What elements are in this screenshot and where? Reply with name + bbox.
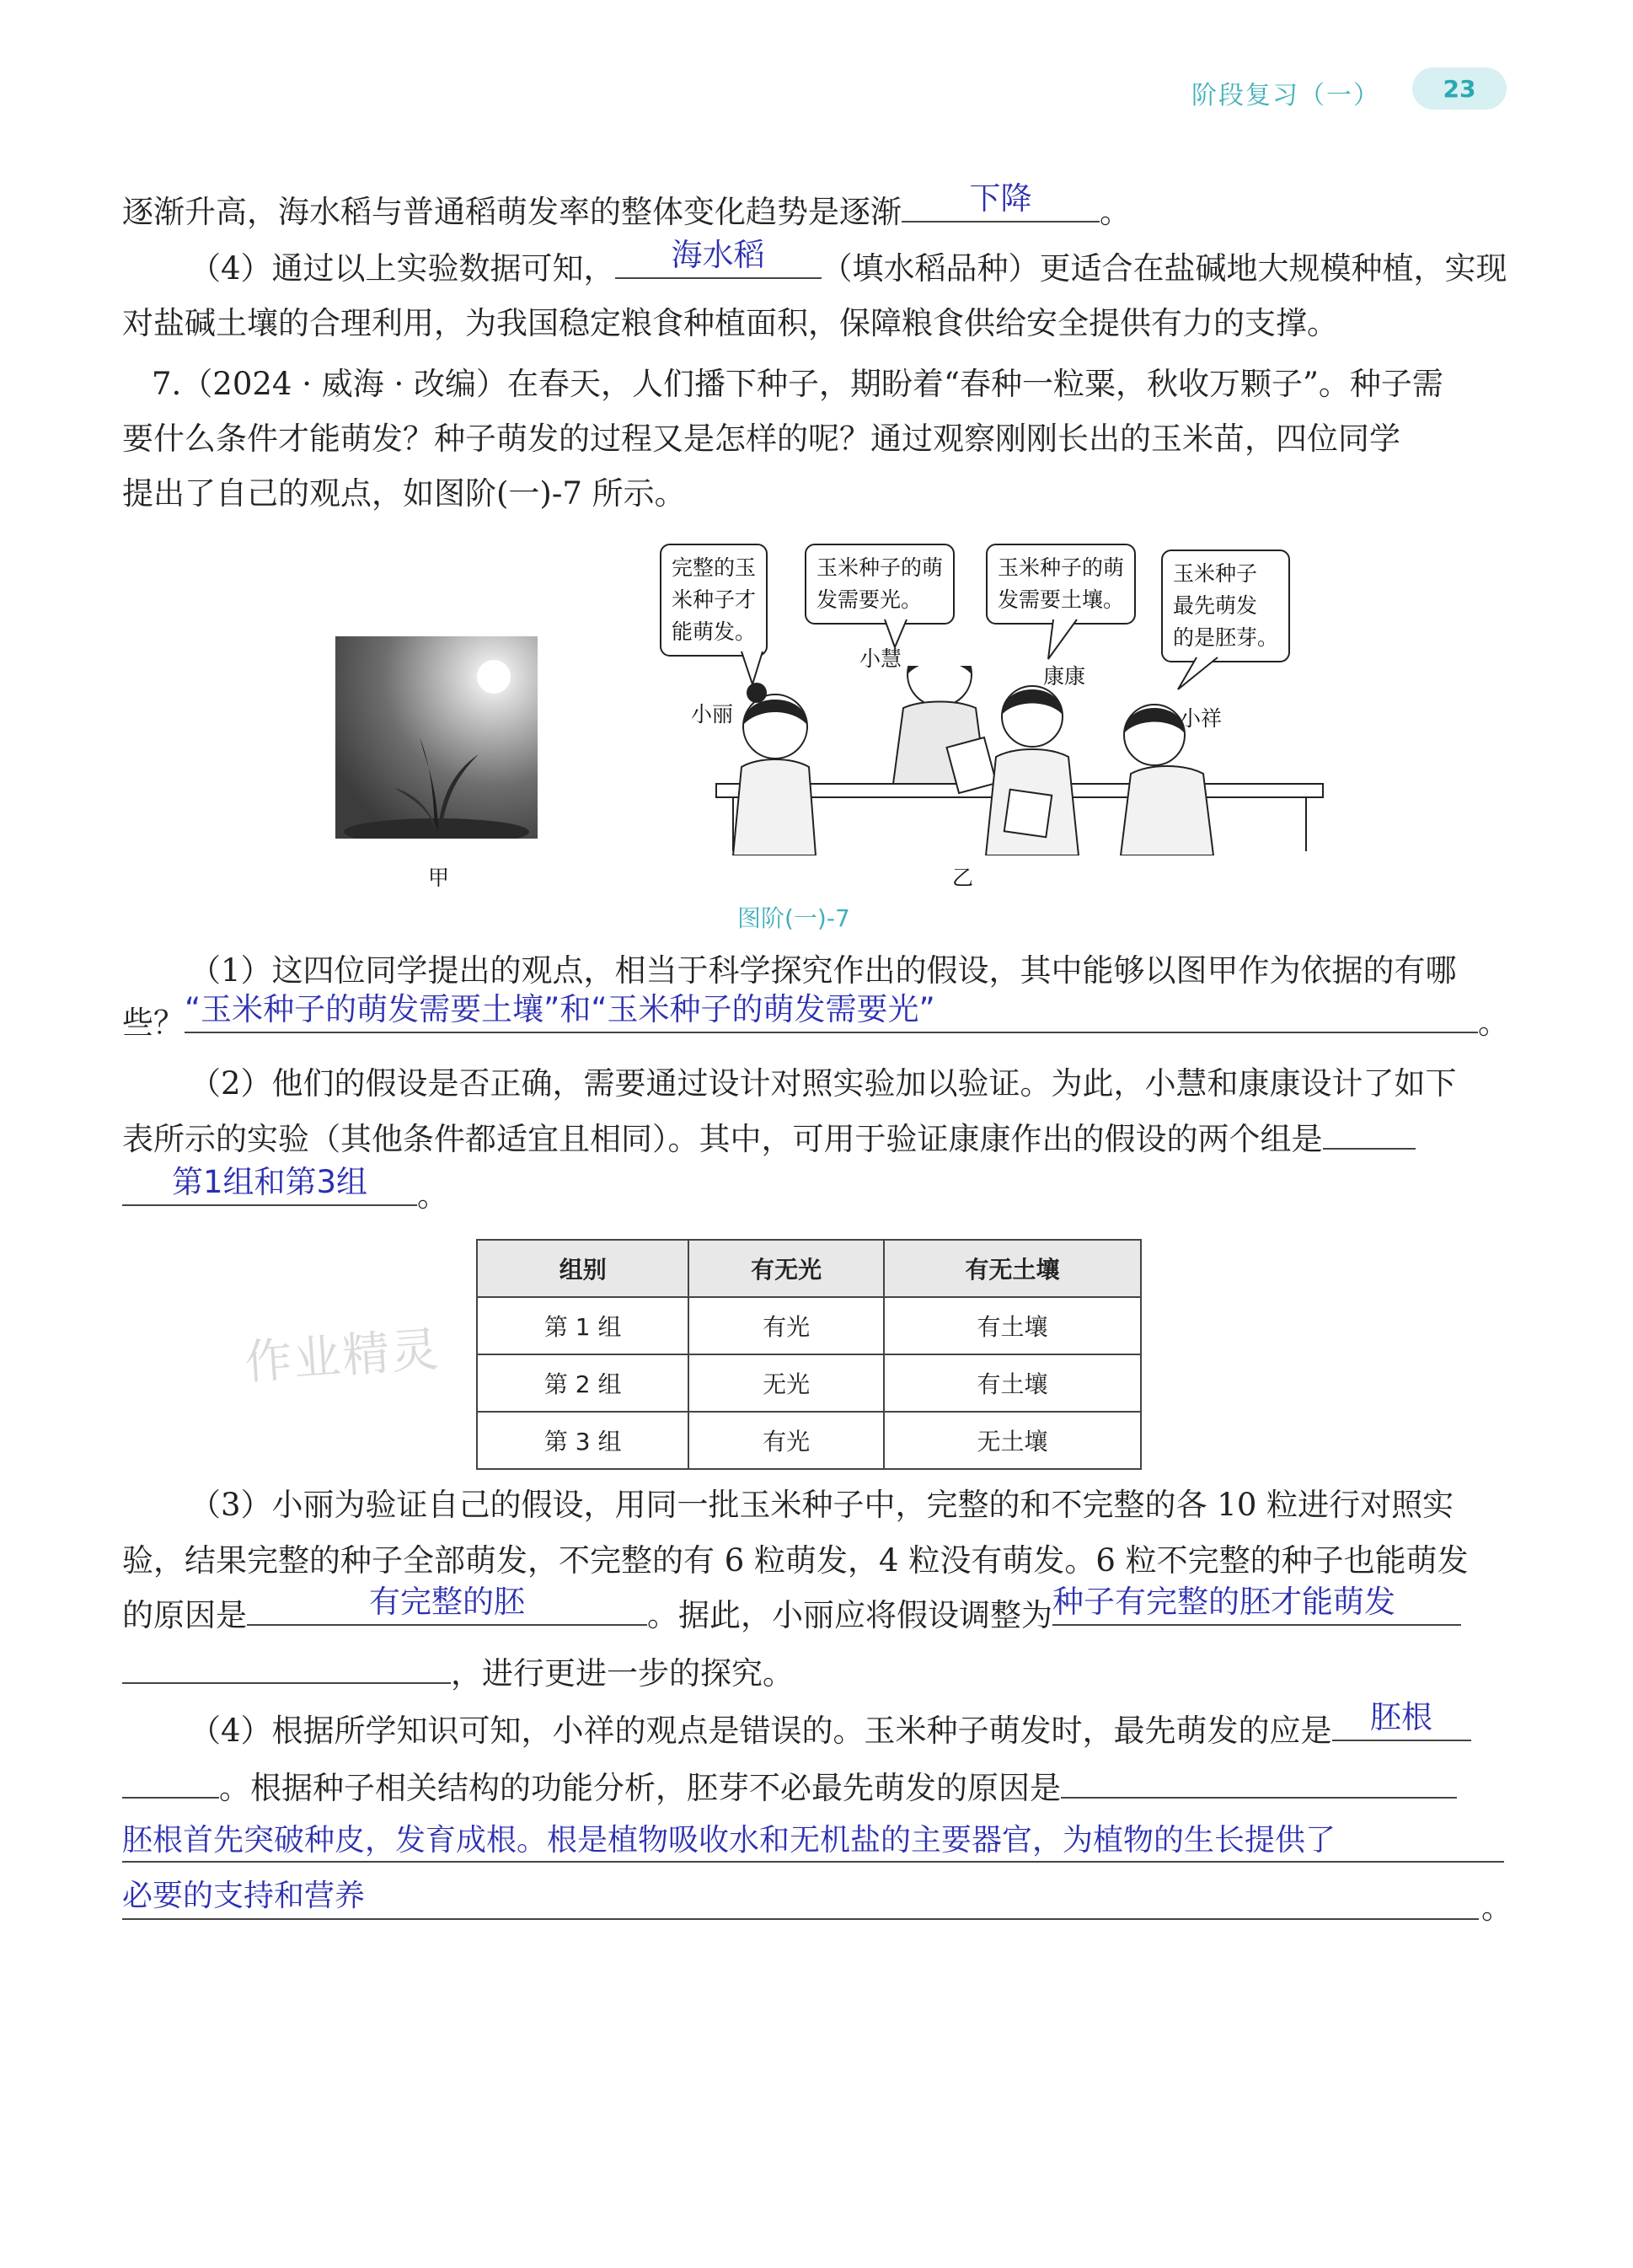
answer-blank [1052, 1584, 1461, 1626]
q7-part2-line3 [122, 1164, 1504, 1216]
answer-text: “玉米种子的萌发需要土壤”和“玉米种子的萌发需要光” [185, 991, 935, 1027]
student-name-xiaohui: 小慧 [859, 646, 902, 671]
q7-intro-line1: 7.（2024 · 威海 · 改编）在春天，人们播下种子，期盼着“春种一粒粟，秋收万颗子”。种子需 [152, 366, 1443, 402]
speech-bubble-xiaoli: 完整的玉 米种子才 能萌发。 [660, 544, 768, 657]
table-cell: 第 2 组 [477, 1354, 688, 1412]
q7-intro-line2: 要什么条件才能萌发？种子萌发的过程又是怎样的呢？通过观察刚刚长出的玉米苗，四位同学 [122, 421, 1400, 457]
q7-part4-line2 [122, 1768, 1504, 1809]
table-row [477, 1297, 1141, 1354]
table-header: 有无光 [688, 1240, 883, 1297]
answer-blank [1332, 1699, 1471, 1741]
q7-part2-line2 [122, 1119, 1504, 1160]
answer-blank [185, 991, 1478, 1033]
table-header-row [477, 1240, 1141, 1297]
table-cell: 有光 [688, 1412, 883, 1469]
text: 。据此，小丽应将假设调整为 [647, 1597, 1052, 1633]
text: 。根据种子相关结构的功能分析，胚芽不必最先萌发的原因是 [219, 1770, 1061, 1806]
text: 逐渐升高，海水稻与普通稻萌发率的整体变化趋势是逐渐 [122, 194, 902, 230]
q7-part3-line1: （3）小丽为验证自己的假设，用同一批玉米种子中，完整的和不完整的各 10 粒进行对照实 [190, 1487, 1454, 1523]
section-title: 阶段复习（一） [1191, 81, 1380, 110]
q7-part1-line1: （1）这四位同学提出的观点，相当于科学探究作出的假设，其中能够以图甲作为依据的有哪 [190, 952, 1457, 989]
table-cell: 第 3 组 [477, 1412, 688, 1469]
figure-caption: 图阶(一)-7 [737, 904, 850, 932]
text: 。 [417, 1177, 448, 1214]
table-row [477, 1412, 1141, 1469]
table-cell: 有土壤 [884, 1297, 1141, 1354]
q7-part2-line1: （2）他们的假设是否正确，需要通过设计对照实验加以验证。为此，小慧和康康设计了如下 [190, 1065, 1457, 1102]
q7-part4-end: 。 [1481, 1890, 1513, 1926]
text: 。 [1478, 1005, 1509, 1041]
answer-blank-end [122, 1657, 451, 1684]
q6-part4-line2: 对盐碱土壤的合理利用，为我国稳定粮食种植面积，保障粮食供给安全提供有力的支撑。 [122, 305, 1338, 341]
q7-part1-line2 [122, 991, 1509, 1043]
text: （4）根据所学知识可知，小祥的观点是错误的。玉米种子萌发时，最先萌发的应是 [190, 1713, 1332, 1749]
answer-underline [122, 1861, 1504, 1863]
q7-part3-line3 [122, 1584, 1504, 1636]
text: 表所示的实验（其他条件都适宜且相同）。其中，可用于验证康康作出的假设的两个组是 [122, 1121, 1323, 1157]
speech-bubble-kangkang: 玉米种子的萌 发需要土壤。 [986, 544, 1136, 625]
figure-label-b: 乙 [952, 866, 974, 890]
student-name-xiaoxiang: 小祥 [1180, 706, 1223, 731]
answer-text: 种子有完整的胚才能萌发 [1052, 1584, 1395, 1620]
student-name-kangkang: 康康 [1043, 664, 1086, 689]
answer-blank-start [1061, 1772, 1457, 1799]
page-number-badge: 23 [1412, 67, 1507, 110]
q7-part3-line2: 验，结果完整的种子全部萌发，不完整的有 6 粒萌发，4 粒没有萌发。6 粒不完整的种子也能萌发 [122, 1542, 1469, 1579]
bubble-tails [0, 0, 1633, 759]
text: 。 [1100, 194, 1131, 230]
table-row [477, 1354, 1141, 1412]
table-cell: 有土壤 [884, 1354, 1141, 1412]
answer-underline [122, 1918, 1479, 1920]
speech-bubble-xiaohui: 玉米种子的萌 发需要光。 [805, 544, 955, 625]
answer-text: 胚根 [1370, 1699, 1433, 1735]
answer-text: 下降 [969, 180, 1032, 217]
q7-part4-answer-line2: 必要的支持和营养 [122, 1879, 366, 1913]
text: （4）通过以上实验数据可知， [190, 250, 615, 287]
text: ，进行更进一步的探究。 [451, 1655, 794, 1692]
answer-text: 海水稻 [671, 237, 765, 273]
figure-label-a: 甲 [428, 866, 450, 890]
answer-text: 有完整的胚 [369, 1584, 525, 1620]
speech-bubble-xiaoxiang: 玉米种子 最先萌发 的是胚芽。 [1161, 550, 1290, 662]
answer-blank-end [122, 1772, 219, 1799]
table-cell: 无光 [688, 1354, 883, 1412]
text: 些？ [122, 1005, 185, 1041]
table-cell: 第 1 组 [477, 1297, 688, 1354]
text: （填水稻品种）更适合在盐碱地大规模种植，实现 [821, 250, 1507, 287]
answer-blank-start [1323, 1123, 1416, 1150]
answer-text: 第1组和第3组 [171, 1164, 368, 1200]
watermark: 作业精灵 [243, 1322, 442, 1391]
q7-part3-line4 [122, 1654, 1504, 1694]
table-header: 组别 [477, 1240, 688, 1297]
text: 的原因是 [122, 1597, 247, 1633]
answer-blank [247, 1584, 647, 1626]
answer-blank [122, 1164, 417, 1206]
q7-part4-answer-line1: 胚根首先突破种皮，发育成根。根是植物吸收水和无机盐的主要器官，为植物的生长提供了 [122, 1823, 1336, 1858]
q7-intro-line3: 提出了自己的观点，如图阶(一)-7 所示。 [122, 475, 686, 512]
table-header: 有无土壤 [884, 1240, 1141, 1297]
experiment-table [476, 1239, 1142, 1470]
table-cell: 有光 [688, 1297, 883, 1354]
q7-part4-line1 [190, 1699, 1504, 1751]
table-cell: 无土壤 [884, 1412, 1141, 1469]
student-name-xiaoli: 小丽 [691, 702, 734, 727]
